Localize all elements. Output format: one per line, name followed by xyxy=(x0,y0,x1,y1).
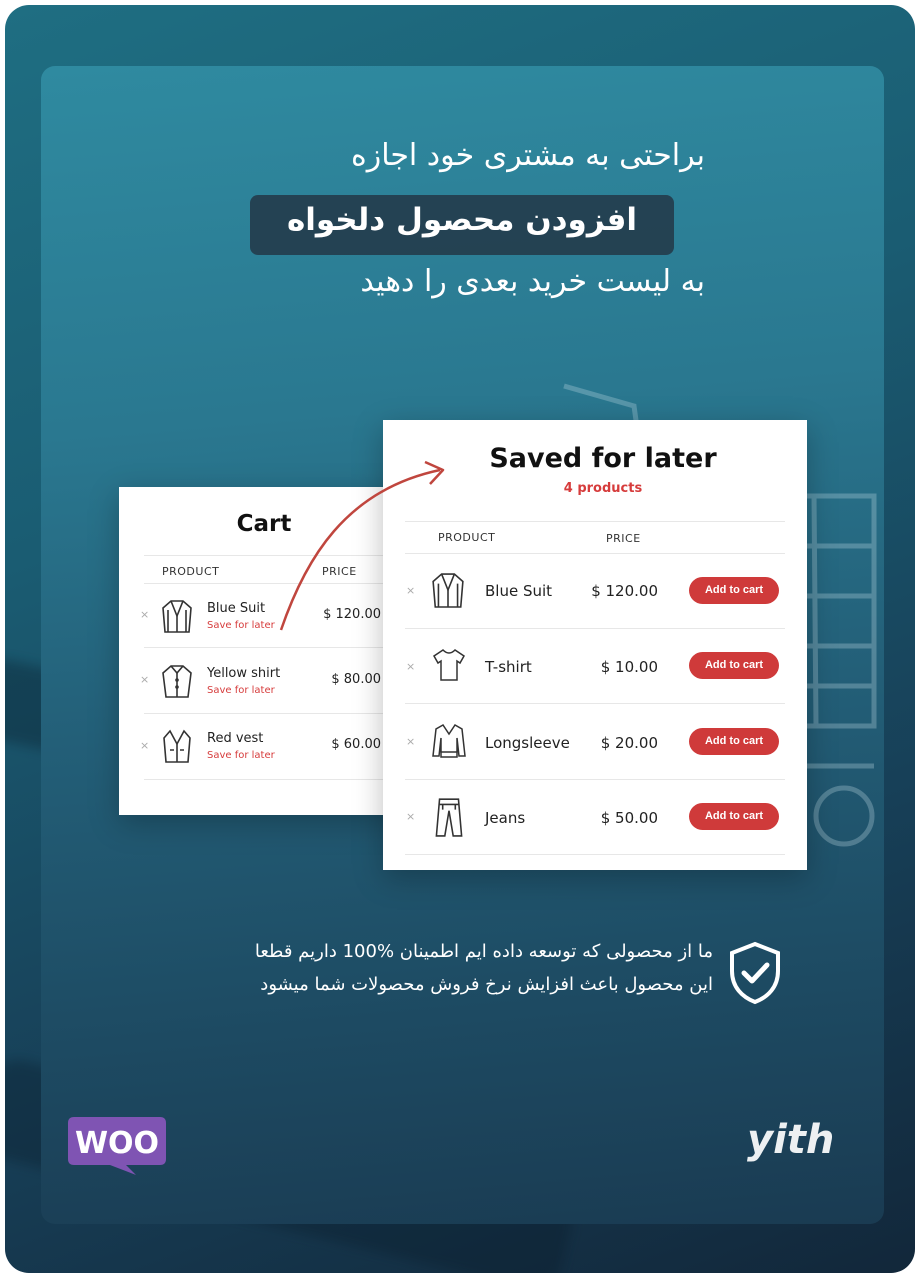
headline-line-3: به لیست خرید بعدی را دهید xyxy=(360,264,705,299)
add-to-cart-button[interactable]: Add to cart xyxy=(689,803,779,830)
saved-item-name: Jeans xyxy=(485,809,526,827)
remove-icon[interactable]: × xyxy=(406,810,416,823)
cart-item-price: $ 120.00 xyxy=(323,607,381,622)
suit-icon xyxy=(161,598,193,634)
saved-item-name: T-shirt xyxy=(485,658,532,676)
move-arrow-icon xyxy=(275,460,455,640)
footer-line-2: این محصول باعث افزایش نرخ فروش محصولات شما میشود xyxy=(260,974,713,995)
woocommerce-logo xyxy=(66,1115,168,1177)
cart-item-price: $ 80.00 xyxy=(331,672,381,687)
saved-item-price: $ 50.00 xyxy=(600,809,658,827)
woo-logo-text: WOO xyxy=(74,1126,160,1161)
cart-item-name: Red vest xyxy=(207,731,264,746)
jeans-icon xyxy=(433,796,465,838)
headline-line-1: براحتی به مشتری خود اجازه xyxy=(351,138,705,173)
cart-title: Cart xyxy=(236,511,292,537)
saved-item-price: $ 120.00 xyxy=(591,582,658,600)
add-to-cart-button[interactable]: Add to cart xyxy=(689,652,779,679)
vest-icon xyxy=(161,728,193,764)
saved-item-name: Longsleeve xyxy=(485,734,570,752)
shield-check-icon xyxy=(729,941,781,1005)
save-for-later-link[interactable]: Save for later xyxy=(207,685,275,696)
add-to-cart-button[interactable]: Add to cart xyxy=(689,728,779,755)
saved-item-price: $ 20.00 xyxy=(600,734,658,752)
cart-item-name: Yellow shirt xyxy=(207,666,281,681)
footer-text xyxy=(65,935,713,1001)
yith-logo: yith xyxy=(747,1117,835,1163)
saved-col-product: PRODUCT xyxy=(438,531,496,544)
saved-item-price: $ 10.00 xyxy=(600,658,658,676)
saved-title: Saved for later xyxy=(489,443,717,474)
cart-item-price: $ 60.00 xyxy=(331,737,381,752)
save-for-later-link[interactable]: Save for later xyxy=(207,750,275,761)
tshirt-icon xyxy=(431,646,467,684)
cart-col-product: PRODUCT xyxy=(162,565,220,578)
cart-col-price: PRICE xyxy=(322,565,357,578)
background-frame xyxy=(5,5,915,1273)
remove-icon[interactable]: × xyxy=(406,735,416,748)
remove-icon[interactable]: × xyxy=(140,608,150,621)
longsleeve-icon xyxy=(431,721,467,761)
add-to-cart-button[interactable]: Add to cart xyxy=(689,577,779,604)
headline-line-2: افزودن محصول دلخواه xyxy=(286,202,638,238)
remove-icon[interactable]: × xyxy=(140,739,150,752)
cart-item-name: Blue Suit xyxy=(207,601,266,616)
saved-count: 4 products xyxy=(563,481,643,496)
remove-icon[interactable]: × xyxy=(140,673,150,686)
footer-line-1: ما از محصولی که توسعه داده ایم اطمینان %100 داریم قطعا xyxy=(254,941,713,962)
remove-icon[interactable]: × xyxy=(406,584,416,597)
remove-icon[interactable]: × xyxy=(406,660,416,673)
shirt-icon xyxy=(161,663,193,699)
saved-col-price: PRICE xyxy=(606,532,641,545)
saved-item-name: Blue Suit xyxy=(485,582,553,600)
save-for-later-link[interactable]: Save for later xyxy=(207,620,275,631)
